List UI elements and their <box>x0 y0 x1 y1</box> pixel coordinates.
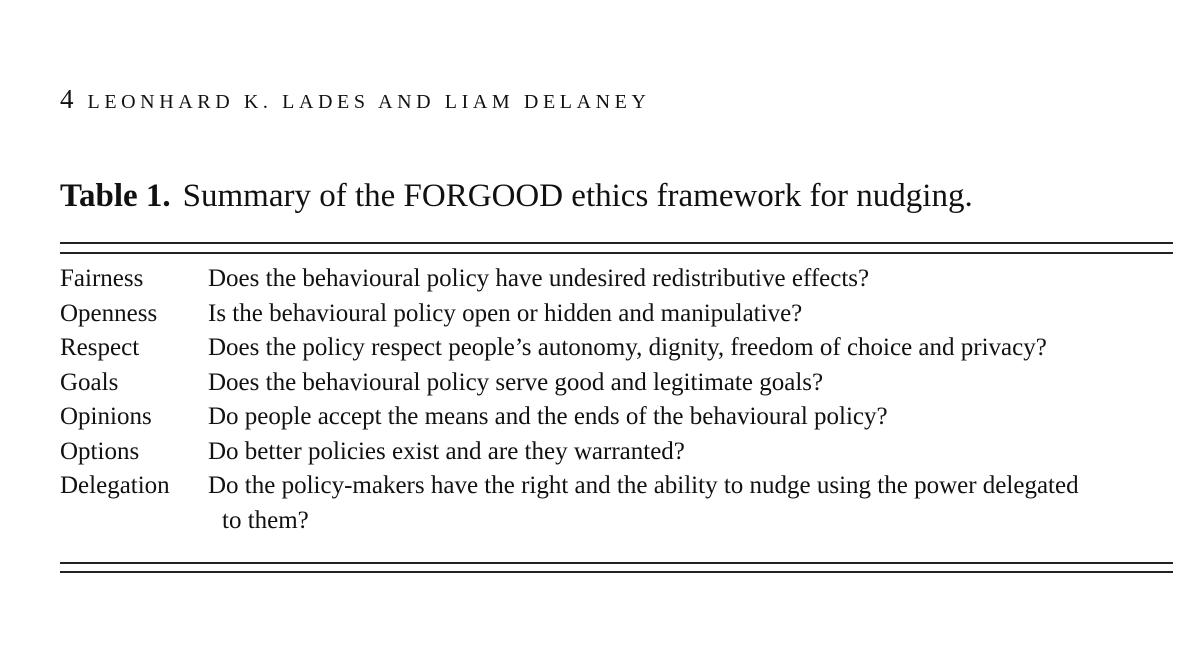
table-body <box>60 262 1180 538</box>
row-question: Is the behavioural policy open or hidden and manipulative? <box>208 299 803 327</box>
row-question: Does the behavioural policy have undesired redistributive effects? <box>208 265 870 292</box>
table-bottom-rule-upper <box>60 562 1173 564</box>
table-caption-text: Summary of the FORGOOD ethics framework for nudging. <box>182 178 973 214</box>
row-term: Openness <box>60 299 158 327</box>
row-term: Options <box>60 437 140 465</box>
table-row-openness <box>60 297 1180 332</box>
row-question: Does the policy respect people’s autonomy, dignity, freedom of choice and privacy? <box>208 334 1047 361</box>
page-number: 4 <box>60 84 74 114</box>
table-top-rule-lower <box>60 252 1173 254</box>
running-head-authors: LEONHARD K. LADES AND LIAM DELANEY <box>87 91 651 113</box>
row-term: Opinions <box>60 403 152 430</box>
table-row-delegation <box>60 469 1180 538</box>
row-term: Goals <box>60 368 119 396</box>
row-question: Do people accept the means and the ends of the behavioural policy? <box>208 403 888 430</box>
row-term: Fairness <box>60 265 144 292</box>
table-bottom-rule-lower <box>60 571 1173 573</box>
row-question: Do the policy-makers have the right and the ability to nudge using the power delegated <box>208 472 1079 499</box>
running-head <box>60 84 651 120</box>
table-label: Table 1. <box>60 178 171 214</box>
table-top-rule-upper <box>60 242 1173 244</box>
row-question: Does the behavioural policy serve good and legitimate goals? <box>208 368 824 396</box>
row-term: Delegation <box>60 472 170 499</box>
table-row-respect <box>60 331 1180 366</box>
row-term: Respect <box>60 334 140 361</box>
row-question-wrapper <box>208 469 1180 538</box>
table-row-goals <box>60 366 1180 401</box>
table-row-fairness <box>60 262 1180 297</box>
table-row-options <box>60 435 1180 470</box>
table-row-opinions <box>60 400 1180 435</box>
row-question: Do better policies exist and are they warranted? <box>208 437 685 465</box>
table-caption <box>60 178 973 215</box>
row-question-continued: to them? <box>222 506 309 534</box>
